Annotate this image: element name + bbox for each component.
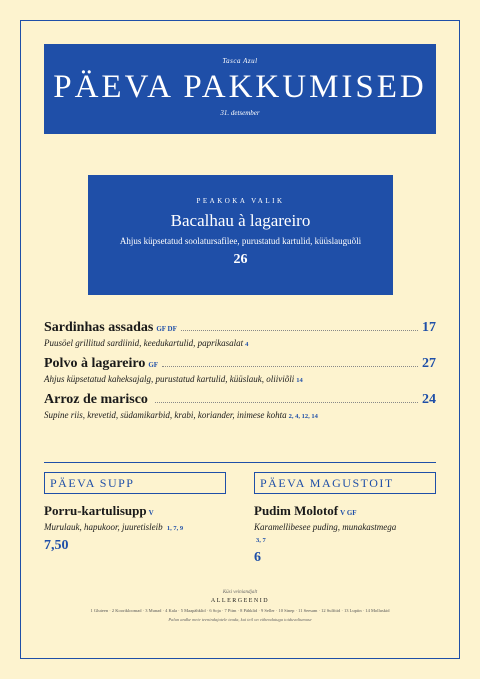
dessert-allergens: 3, 7 [256, 537, 266, 544]
item-name: Polvo à lagareiro [44, 356, 146, 371]
dietary-tags: GF DF [156, 325, 177, 333]
soup-allergens: 1, 7, 9 [166, 525, 184, 532]
soup-heading: PÄEVA SUPP [44, 472, 226, 494]
leader-dots [162, 366, 418, 367]
menu-date: 31. detsember [220, 109, 260, 117]
header-banner [44, 44, 436, 134]
soup-name-row [44, 503, 226, 519]
dessert-section [254, 472, 436, 566]
item-description-text: Ahjus küpsetatud kaheksajalg, purustatud kartulid, küüslauk, oliiviõli [44, 374, 295, 384]
dessert-tags: V GF [340, 509, 357, 517]
menu-item [44, 356, 436, 384]
menu-item [44, 392, 436, 420]
footer-note-top: Küsi veiniandjalt [222, 590, 258, 595]
dessert-price: 6 [254, 550, 261, 565]
soup-description: Murulauk, hapukoor, juuretisleib [44, 522, 163, 532]
allergens-list: 1 Gluteen · 2 Koorikloomad · 3 Munad · 4 Kala · 5 Maapähklid · 6 Soja · 7 Piim · 8 Pähklid · 9 Seller · 10 Sinep · 11 Seesam · 12 Sulfitid · 13 Lupiin · 14 Molluskid [90, 608, 390, 613]
chef-special-dish: Bacalhau à lagareiro [170, 211, 311, 230]
dessert-description-row [254, 521, 436, 547]
soup-name: Porru-kartulisupp [44, 503, 147, 518]
item-name: Arroz de marisco [44, 392, 148, 407]
item-allergens: 2, 4, 12, 14 [288, 413, 318, 420]
section-divider [44, 462, 436, 463]
soup-description-row [44, 521, 226, 535]
soup-section [44, 472, 226, 554]
item-price: 24 [422, 392, 436, 407]
item-price: 17 [422, 320, 436, 335]
menu-items [44, 320, 436, 428]
item-price: 27 [422, 356, 436, 371]
item-description [44, 374, 436, 384]
footer-note-bottom: Palun andke meie teenindajatele teada, kui teil on vähendatuga toiduvaliumuse [168, 617, 312, 622]
chef-special-box [88, 175, 393, 295]
allergen-footer [44, 590, 436, 622]
item-description [44, 338, 436, 348]
chef-special-description: Ahjus küpsetatud soolatursafilee, purustatud kartulid, küüslauguõli [119, 236, 362, 246]
soup-tags: V [148, 509, 154, 517]
item-description-text: Puusöel grillitud sardiinid, keedukartulid, paprikasalat [44, 338, 244, 348]
item-description-text: Supine riis, krevetid, südamikarbid, krabi, koriander, inimese kohta [44, 410, 287, 420]
leader-dots [181, 330, 418, 331]
item-allergens: 4 [245, 341, 249, 348]
dietary-tags: GF [148, 361, 159, 369]
soup-price: 7,50 [44, 538, 69, 553]
page-title: PÄEVA PAKKUMISED [53, 69, 427, 105]
item-name: Sardinhas assadas [44, 320, 154, 335]
item-description [44, 410, 436, 420]
chef-special-label: PEAKOKA VALIK [196, 197, 285, 205]
dessert-name: Pudim Molotof [254, 503, 339, 518]
dessert-name-row [254, 503, 436, 519]
item-allergens: 14 [296, 377, 303, 384]
dessert-description: Karamellibesee puding, munakastmega [254, 522, 397, 532]
menu-item [44, 320, 436, 348]
chef-special-price: 26 [233, 252, 248, 267]
dessert-heading: PÄEVA MAGUSTOIT [254, 472, 436, 494]
leader-dots [155, 402, 418, 403]
allergens-title: ALLERGEENID [210, 598, 270, 604]
restaurant-name: Tasca Azul [222, 57, 258, 65]
